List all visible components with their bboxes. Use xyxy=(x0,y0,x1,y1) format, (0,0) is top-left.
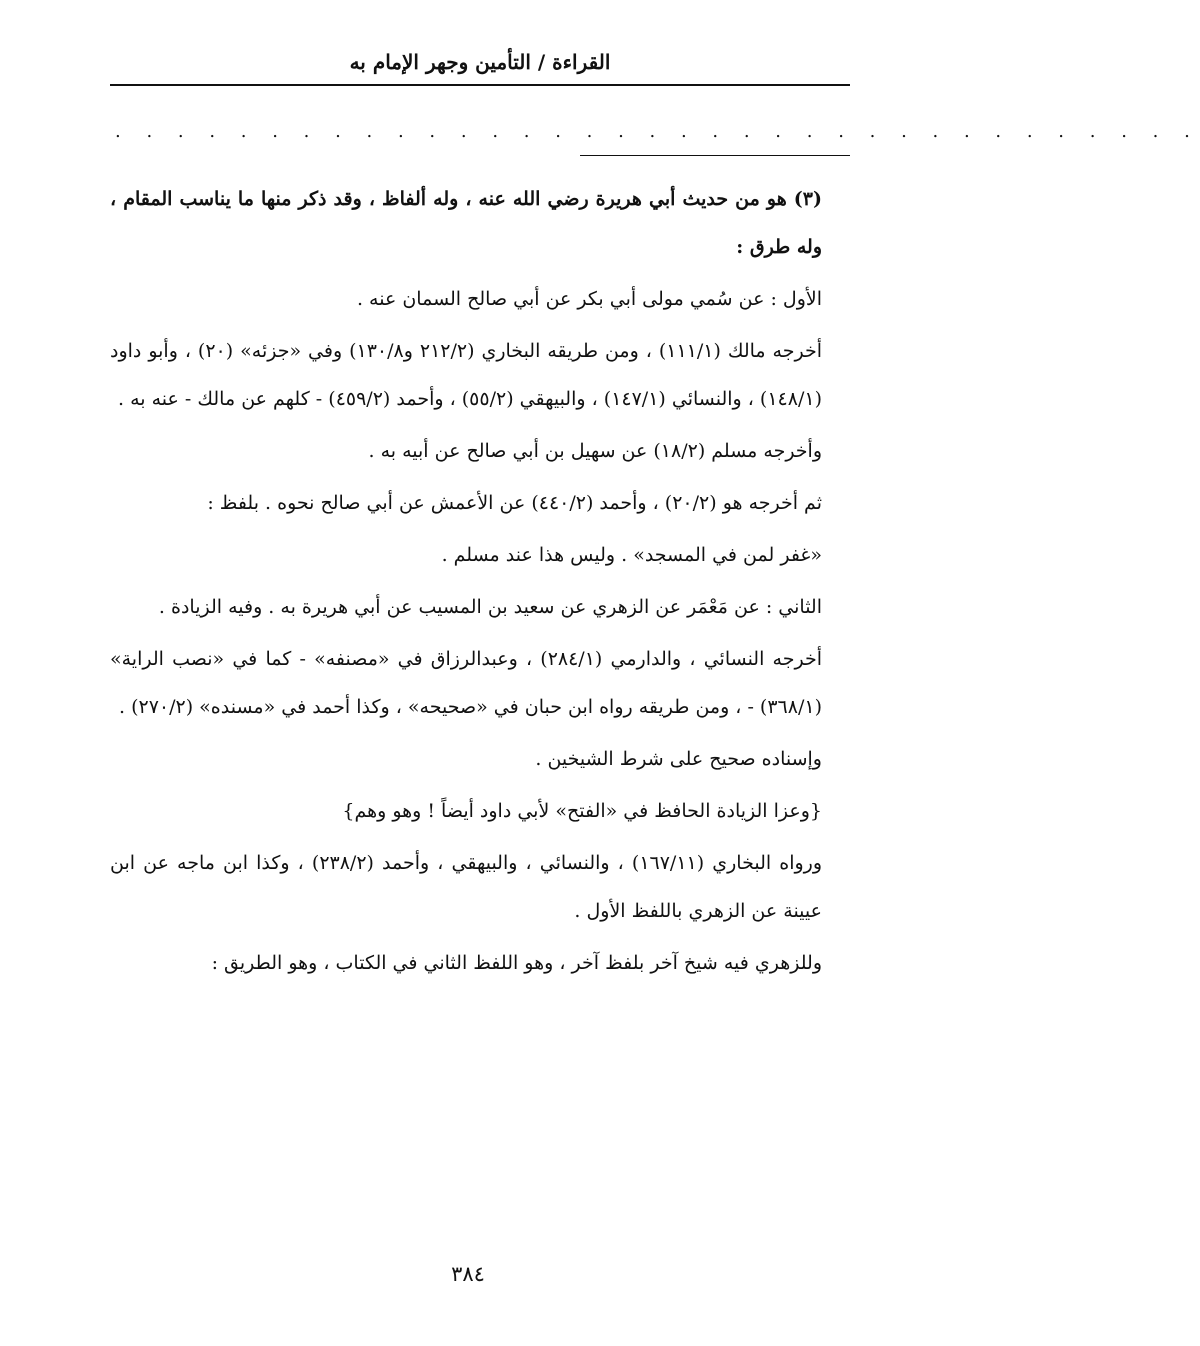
footnote-body xyxy=(110,175,850,991)
footnote-paragraph: أخرجه النسائي ، والدارمي (٢٨٤/١) ، وعبدالرزاق في «مصنفه» - كما في «نصب الراية» (٣٦٨/١) - ، ومن طريقه رواه ابن حبان في «صحيحه» ، وكذا أحمد في «مسنده» (٢٧٠/٢) . xyxy=(110,648,822,718)
footnote-paragraph: {وعزا الزيادة الحافظ في «الفتح» لأبي داود أيضاً ! وهو وهم} xyxy=(342,800,822,822)
footnote-paragraph: أخرجه مالك (١١١/١) ، ومن طريقه البخاري (٢١٢/٢ و١٣٠/٨) وفي «جزئه» (٢٠) ، وأبو داود (١٤٨/١) ، والنسائي (١٤٧/١) ، والبيهقي (٥٥/٢) ، وأحمد (٤٥٩/٢) - كلهم عن مالك - عنه به . xyxy=(110,340,822,410)
page-header-title: القراءة / التأمين وجهر الإمام به xyxy=(349,50,611,74)
footnote-paragraph: وإسناده صحيح على شرط الشيخين . xyxy=(535,748,822,770)
footnote-paragraph: ورواه البخاري (١٦٧/١١) ، والنسائي ، والبيهقي ، وأحمد (٢٣٨/٢) ، وكذا ابن ماجه عن ابن عيينة عن الزهري باللفظ الأول . xyxy=(110,852,823,922)
footnote-paragraph: (٣) هو من حديث أبي هريرة رضي الله عنه ، وله ألفاظ ، وقد ذكر منها ما يناسب المقام ، وله طرق : xyxy=(110,188,822,258)
header-divider xyxy=(110,84,850,86)
footnote-paragraph: ثم أخرجه هو (٢٠/٢) ، وأحمد (٤٤٠/٢) عن الأعمش عن أبي صالح نحوه . بلفظ : xyxy=(207,492,822,514)
footnote-divider xyxy=(580,155,850,156)
separator-dots: . . . . . . . . . . . . . . . . . . . . . . . . . . . . . . . . . . . xyxy=(115,121,1200,142)
footnote-paragraph: الأول : عن سُمي مولى أبي بكر عن أبي صالح السمان عنه . xyxy=(356,288,822,310)
page-number: ٣٨٤ xyxy=(451,1262,485,1286)
footnote-paragraph: وللزهري فيه شيخ آخر بلفظ آخر ، وهو اللفظ الثاني في الكتاب ، وهو الطريق : xyxy=(211,952,822,974)
footnote-paragraph: «غفر لمن في المسجد» . وليس هذا عند مسلم . xyxy=(441,544,822,566)
footnote-paragraph: الثاني : عن مَعْمَر عن الزهري عن سعيد بن المسيب عن أبي هريرة به . وفيه الزيادة . xyxy=(158,596,822,618)
footnote-paragraph: وأخرجه مسلم (١٨/٢) عن سهيل بن أبي صالح عن أبيه به . xyxy=(368,440,822,462)
